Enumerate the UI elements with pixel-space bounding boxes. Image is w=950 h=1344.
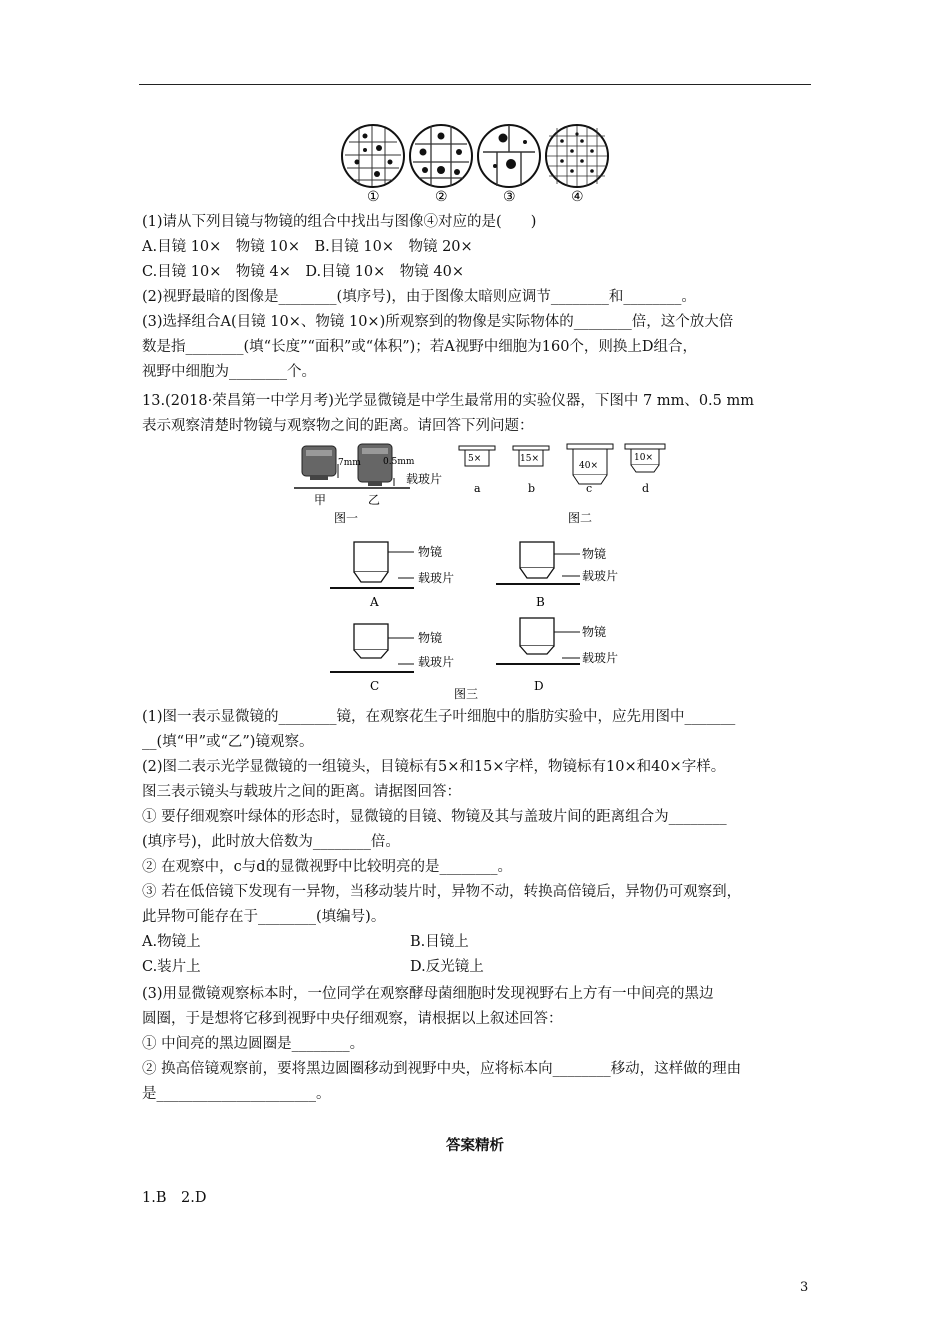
q13-part3-line1: (3)用显微镜观察标本时，一位同学在观察酵母菌细胞时发现视野右上方有一中间亮的黑边 xyxy=(142,986,714,1002)
lens-mag-label: 5× xyxy=(468,454,482,464)
q12-part3-line3: 视野中细胞为________个。 xyxy=(142,364,316,380)
slide-label: 载玻片 xyxy=(418,571,455,585)
slide-label: 载玻片 xyxy=(582,569,619,583)
q13-sub3-line1: ③ 若在低倍镜下发现有一异物，当移动装片时，异物不动，转换高倍镜后，异物仍可观察到， xyxy=(142,884,742,900)
objective-jia xyxy=(302,446,336,480)
q13-part3-sub1: ① 中间亮的黑边圆圈是________。 xyxy=(142,1036,365,1052)
q13-option-c: C.装片上 xyxy=(142,959,201,975)
figure-1-objectives xyxy=(290,440,460,526)
setup-letter: A xyxy=(370,595,379,609)
figure-2-caption: 图二 xyxy=(568,511,593,525)
distance-label-jia: 7mm xyxy=(338,458,361,468)
q12-part1: (1)请从下列目镜与物镜的组合中找出与图像④对应的是( ) xyxy=(142,214,537,230)
figure-1-caption: 图一 xyxy=(334,511,359,525)
setup-C xyxy=(330,624,454,693)
answer-line-1: 1.B 2.D xyxy=(142,1190,207,1206)
microscope-fields-figure xyxy=(335,122,615,204)
q12-options-cd: C.目镜 10× 物镜 4× D.目镜 10× 物镜 40× xyxy=(142,264,465,280)
q13-title-line2: 表示观察清楚时物镜与观察物之间的距离。请回答下列问题： xyxy=(142,418,534,434)
q13-part2-line1: (2)图二表示光学显微镜的一组镜头，目镜标有5×和15×字样，物镜标有10×和40×字样。 xyxy=(142,759,726,775)
field-3 xyxy=(478,125,540,187)
field-4 xyxy=(546,125,608,187)
setup-letter: B xyxy=(536,595,545,609)
lens-letter: b xyxy=(528,482,536,495)
setup-letter: C xyxy=(370,679,380,693)
q13-sub1-line2: (填序号)，此时放大倍数为________倍。 xyxy=(142,834,400,850)
q12-options-ab: A.目镜 10× 物镜 10× B.目镜 10× 物镜 20× xyxy=(142,239,473,255)
field-label: ④ xyxy=(571,189,584,204)
label-jia: 甲 xyxy=(314,493,327,507)
objective-label: 物镜 xyxy=(418,631,443,645)
header-rule xyxy=(139,84,811,85)
field-2 xyxy=(410,125,472,187)
slide-label: 载玻片 xyxy=(582,651,619,665)
q13-part3-sub2-line1: ② 换高倍镜观察前，要将黑边圆圈移动到视野中央，应将标本向________移动，这样做的理由 xyxy=(142,1061,742,1077)
objective-label: 物镜 xyxy=(582,625,607,639)
objective-d xyxy=(625,444,665,472)
objective-label: 物镜 xyxy=(582,547,607,561)
objective-c xyxy=(567,444,613,484)
lens-letter: c xyxy=(586,482,593,495)
answer-section-title: 答案精析 xyxy=(446,1138,504,1154)
q13-sub3-line2: 此异物可能存在于________(填编号)。 xyxy=(142,909,386,925)
objective-label: 物镜 xyxy=(418,545,443,559)
setup-B xyxy=(496,542,618,609)
eyepiece-a xyxy=(459,446,495,466)
figure-2-lenses xyxy=(455,440,685,526)
q13-sub1-line1: ① 要仔细观察叶绿体的形态时，显微镜的目镜、物镜及其与盖玻片间的距离组合为________ xyxy=(142,809,727,825)
q12-part3-line1: (3)选择组合A(目镜 10×、物镜 10×)所观察到的物像是实际物体的________倍，这个放大倍 xyxy=(142,314,734,330)
field-label: ② xyxy=(435,189,448,204)
page-number: 3 xyxy=(800,1280,809,1295)
q12-part3-line2: 数是指________(填“长度”“面积”或“体积”)；若A视野中细胞为160个，则换上D组合， xyxy=(142,339,698,355)
figure-3-caption: 图三 xyxy=(454,687,479,701)
q13-title-line1: 13.(2018·荣昌第一中学月考)光学显微镜是中学生最常用的实验仪器，下图中 7 mm、0.5 mm xyxy=(142,393,754,409)
q13-option-a: A.物镜上 xyxy=(142,934,201,950)
setup-letter: D xyxy=(534,679,544,693)
slide-label: 载玻片 xyxy=(418,655,455,669)
figure-3-distances xyxy=(330,534,630,702)
q13-option-d: D.反光镜上 xyxy=(410,959,484,975)
lens-mag-label: 10× xyxy=(634,453,653,463)
label-yi: 乙 xyxy=(368,493,381,507)
slide-label: 载玻片 xyxy=(406,472,443,486)
q13-part3-line2: 圆圈，于是想将它移到视野中央仔细观察，请根据以上叙述回答： xyxy=(142,1011,563,1027)
q13-part1-line1: (1)图一表示显微镜的________镜，在观察花生子叶细胞中的脂肪实验中，应先用图中_______ xyxy=(142,709,736,725)
q13-part1-line2: __(填“甲”或“乙”)镜观察。 xyxy=(142,734,314,750)
field-label: ① xyxy=(367,189,380,204)
lens-mag-label: 40× xyxy=(579,461,598,471)
setup-D xyxy=(496,618,618,693)
distance-label-yi: 0.5mm xyxy=(383,457,415,467)
q13-part3-sub2-line2: 是______________________。 xyxy=(142,1086,331,1102)
q13-option-b: B.目镜上 xyxy=(410,934,469,950)
setup-A xyxy=(330,542,454,609)
lens-mag-label: 15× xyxy=(520,454,539,464)
q13-part2-line2: 图三表示镜头与载玻片之间的距离。请据图回答： xyxy=(142,784,461,800)
field-label: ③ xyxy=(503,189,516,204)
lens-letter: a xyxy=(474,482,481,495)
q12-part2: (2)视野最暗的图像是________(填序号)，由于图像太暗则应调节________和________。 xyxy=(142,289,696,305)
lens-letter: d xyxy=(642,482,650,495)
field-1 xyxy=(342,125,404,187)
q13-sub2: ② 在观察中，c与d的显微视野中比较明亮的是________。 xyxy=(142,859,513,875)
eyepiece-b xyxy=(513,446,549,466)
